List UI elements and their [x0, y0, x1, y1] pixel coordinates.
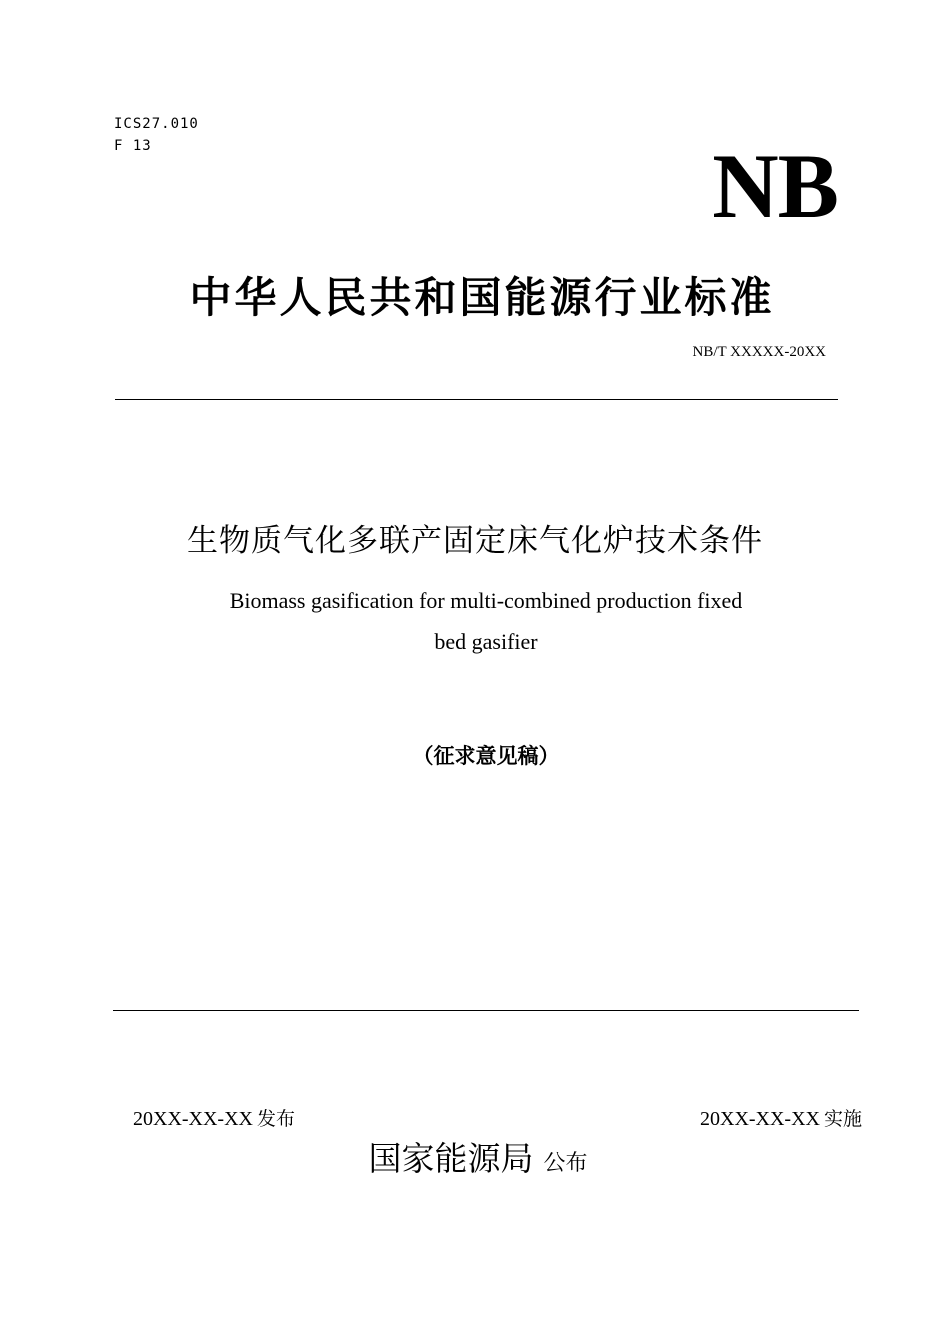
publisher-block: [0, 1134, 950, 1190]
bottom-divider: [113, 1010, 859, 1011]
document-title-chinese: 生物质气化多联产固定床气化炉技术条件: [187, 523, 763, 559]
implementation-date-block: [700, 1104, 862, 1134]
industry-standard-title: 中华人民共和国能源行业标准: [189, 273, 775, 322]
implementation-date: 20XX-XX-XX: [700, 1108, 820, 1130]
publisher-suffix: 公布: [543, 1151, 588, 1176]
issue-date-block: [133, 1104, 295, 1134]
issue-label: 发布: [256, 1108, 295, 1130]
document-title-english-line-1: Biomass gasification for multi-combined production fixed: [229, 588, 743, 613]
top-divider: [115, 399, 838, 400]
document-title-english-line-2: bed gasifier: [434, 629, 538, 654]
classification-code: F 13: [114, 138, 152, 154]
implementation-label: 实施: [823, 1108, 862, 1130]
issue-date: 20XX-XX-XX: [133, 1108, 253, 1130]
nb-logo: NB: [712, 135, 838, 237]
draft-status: （征求意见稿）: [412, 744, 560, 768]
ics-code: ICS27.010: [114, 116, 199, 132]
publisher-name: 国家能源局: [368, 1139, 534, 1178]
standard-number: NB/T XXXXX-20XX: [692, 344, 826, 360]
